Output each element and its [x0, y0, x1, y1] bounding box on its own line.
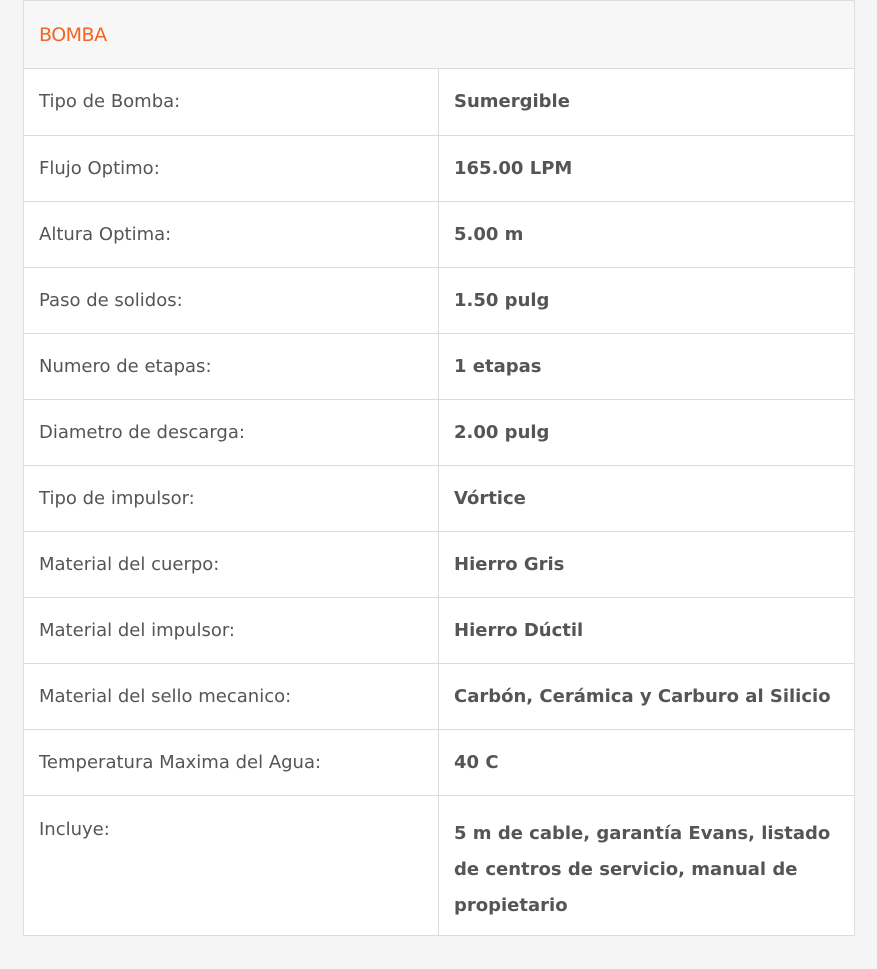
spec-label: Flujo Optimo: — [24, 135, 439, 201]
spec-value: 1.50 pulg — [439, 267, 855, 333]
spec-label: Diametro de descarga: — [24, 399, 439, 465]
table-row — [24, 597, 855, 663]
table-row — [24, 135, 855, 201]
spec-label: Paso de solidos: — [24, 267, 439, 333]
spec-label: Tipo de Bomba: — [24, 69, 439, 135]
table-row — [24, 201, 855, 267]
section-header — [23, 0, 855, 69]
spec-value: Sumergible — [439, 69, 855, 135]
spec-value: 5 m de cable, garantía Evans, listado de centros de servicio, manual de propietario — [439, 795, 855, 935]
table-row — [24, 531, 855, 597]
table-row — [24, 795, 855, 935]
spec-panel — [23, 0, 855, 936]
spec-value: Carbón, Cerámica y Carburo al Silicio — [439, 663, 855, 729]
table-row — [24, 663, 855, 729]
spec-label: Altura Optima: — [24, 201, 439, 267]
spec-value: Vórtice — [439, 465, 855, 531]
section-title: BOMBA — [39, 23, 107, 46]
table-row — [24, 267, 855, 333]
table-row — [24, 465, 855, 531]
spec-label: Numero de etapas: — [24, 333, 439, 399]
spec-value: 1 etapas — [439, 333, 855, 399]
spec-label: Incluye: — [24, 795, 439, 935]
spec-value: 40 C — [439, 729, 855, 795]
spec-value: Hierro Dúctil — [439, 597, 855, 663]
spec-value: 2.00 pulg — [439, 399, 855, 465]
spec-label: Material del cuerpo: — [24, 531, 439, 597]
spec-value: Hierro Gris — [439, 531, 855, 597]
table-row — [24, 729, 855, 795]
spec-label: Material del sello mecanico: — [24, 663, 439, 729]
spec-label: Tipo de impulsor: — [24, 465, 439, 531]
table-row — [24, 333, 855, 399]
spec-table — [23, 69, 855, 936]
spec-label: Material del impulsor: — [24, 597, 439, 663]
table-row — [24, 69, 855, 135]
spec-value: 165.00 LPM — [439, 135, 855, 201]
spec-value: 5.00 m — [439, 201, 855, 267]
table-row — [24, 399, 855, 465]
spec-label: Temperatura Maxima del Agua: — [24, 729, 439, 795]
